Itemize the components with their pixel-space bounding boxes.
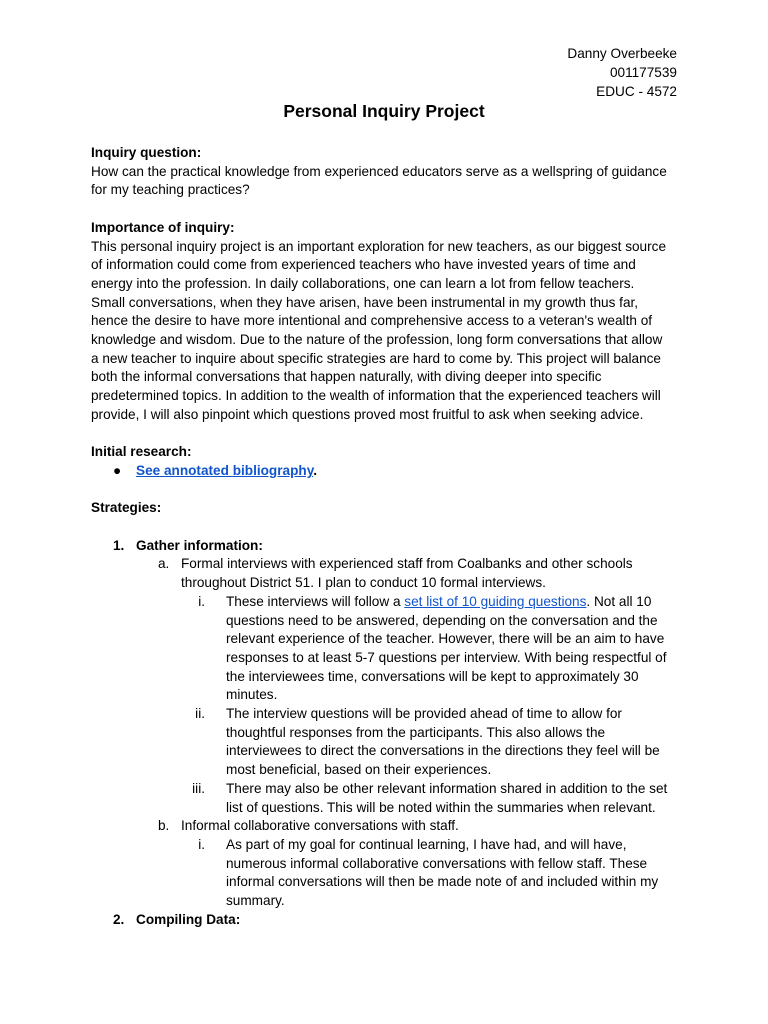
link-suffix: .	[313, 462, 318, 478]
list-marker: a.	[158, 556, 170, 572]
list-marker: b.	[158, 818, 170, 834]
bullet-icon: ●	[113, 462, 122, 478]
importance-line: predetermined topics. In addition to the wealth of information that the experienced teachers will	[91, 388, 661, 404]
list-item	[91, 817, 691, 836]
importance-line: a new teacher to inquire about specific strategies are hard to come by. This project will balance	[91, 350, 661, 366]
importance-heading: Importance of inquiry:	[91, 219, 235, 235]
importance-line: Small conversations, when they have arisen, have been instrumental in my growth thus far,	[91, 294, 639, 310]
gather-information-label: Gather information:	[136, 537, 263, 553]
importance-line: of information could come from experienced teachers who have invested years of time and	[91, 257, 636, 273]
text-fragment: These interviews will follow a	[226, 593, 405, 609]
list-item	[91, 555, 691, 592]
list-number: 2.	[113, 911, 125, 927]
list-text: throughout District 51. I plan to conduct 10 formal interviews.	[181, 575, 546, 591]
list-text: the interviewees time, conversations will be kept to approximately 30	[226, 668, 639, 684]
student-id: 001177539	[609, 65, 677, 80]
list-number: 1.	[113, 537, 125, 553]
initial-research-heading: Initial research:	[91, 444, 192, 460]
list-item	[91, 705, 691, 780]
strategies-heading: Strategies:	[91, 500, 162, 516]
author-name: Danny Overbeeke	[567, 46, 677, 61]
list-item	[91, 780, 691, 817]
compiling-data-label: Compiling Data:	[136, 911, 241, 927]
course-code: EDUC - 4572	[596, 84, 677, 99]
importance-line: both the informal conversations that happen naturally, with diving deeper into specific	[91, 369, 602, 385]
list-item	[91, 537, 691, 556]
list-text: list of questions. This will be noted within the summaries when relevant.	[226, 799, 656, 815]
list-text: interviewees to direct the conversations in the directions they feel will be	[226, 743, 660, 759]
list-item	[91, 836, 691, 911]
author-block	[567, 44, 677, 101]
guiding-questions-link[interactable]: set list of 10 guiding questions	[404, 593, 587, 609]
document-body	[91, 144, 691, 929]
list-text: Formal interviews with experienced staff from Coalbanks and other schools	[181, 556, 633, 572]
text-fragment: . Not all 10	[586, 593, 652, 609]
list-marker: i.	[198, 836, 205, 852]
list-item	[91, 911, 691, 930]
list-text: The interview questions will be provided ahead of time to allow for	[226, 706, 622, 722]
importance-line: hence the desire to have more intentional and comprehensive access to a veteran's wealth of	[91, 313, 653, 329]
list-text: relevant experience of the teacher. However, there will be an aim to have	[226, 631, 665, 647]
list-text: informal conversations will then be made note of and included within my	[226, 874, 659, 890]
list-text: responses to at least 5-7 questions per interview. With being respectful of	[226, 649, 667, 665]
inquiry-question-line: for my teaching practices?	[91, 182, 250, 198]
importance-line: provide, I will also pinpoint which questions proved most fruitful to ask when seeking advice.	[91, 406, 644, 422]
list-text: Informal collaborative conversations with staff.	[181, 818, 459, 834]
importance-line: knowledge and wisdom. Due to the nature of the profession, long form conversations that allow	[91, 332, 663, 348]
list-text: As part of my goal for continual learning, I have had, and will have,	[226, 836, 627, 852]
list-text: summary.	[226, 893, 285, 909]
list-text: minutes.	[226, 687, 278, 703]
list-text: numerous informal collaborative conversations with fellow staff. These	[226, 855, 648, 871]
list-text: most beneficial, based on their experiences.	[226, 762, 492, 778]
list-item	[91, 593, 691, 705]
inquiry-question-heading: Inquiry question:	[91, 145, 202, 160]
list-text: thoughtful responses from the participants. This also allows the	[226, 724, 606, 740]
importance-line: energy into the profession. In daily collaborations, one can learn a lot from fellow teachers.	[91, 275, 635, 291]
list-marker: iii.	[192, 780, 205, 796]
document-title: Personal Inquiry Project	[283, 101, 485, 121]
list-marker: ii.	[195, 706, 205, 722]
list-item	[91, 462, 691, 481]
list-text: There may also be other relevant information shared in addition to the set	[226, 780, 668, 796]
importance-line: This personal inquiry project is an important exploration for new teachers, as our biggest source	[91, 238, 667, 254]
list-text	[226, 593, 691, 612]
list-marker: i.	[198, 593, 205, 609]
annotated-bibliography-link[interactable]: See annotated bibliography	[136, 462, 314, 478]
inquiry-question-line: How can the practical knowledge from experienced educators serve as a wellspring of guidance	[91, 163, 667, 179]
list-text: questions need to be answered, depending on the conversation and the	[226, 612, 658, 628]
